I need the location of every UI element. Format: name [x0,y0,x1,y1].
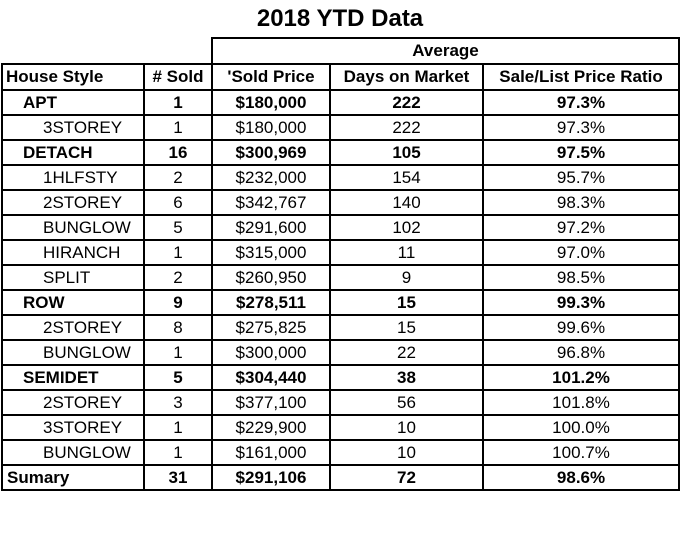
table-row [2,440,679,465]
cell-sale-list-ratio: 100.7% [483,440,679,465]
table-row [2,365,679,390]
cell-sold: 2 [144,165,212,190]
cell-house-style: SEMIDET [2,365,144,390]
table-row [2,340,679,365]
table-row [2,240,679,265]
page-title: 2018 YTD Data [256,5,424,32]
cell-house-style: 2STOREY [2,390,144,415]
average-group-header: Average [212,38,679,64]
cell-house-style: APT [2,90,144,115]
cell-house-style: ROW [2,290,144,315]
cell-sold: 2 [144,265,212,290]
column-header-days-on-market: Days on Market [330,64,483,90]
cell-sale-list-ratio: 100.0% [483,415,679,440]
table-row [2,415,679,440]
column-header-sold: # Sold [144,64,212,90]
cell-house-style: 3STOREY [2,415,144,440]
cell-sale-list-ratio: 101.8% [483,390,679,415]
cell-days-on-market: 222 [330,115,483,140]
cell-days-on-market: 56 [330,390,483,415]
table-row [2,265,679,290]
cell-days-on-market: 15 [330,315,483,340]
cell-sale-list-ratio: 98.6% [483,465,679,490]
cell-sold: 5 [144,215,212,240]
table-row [2,115,679,140]
column-header-sold-price: 'Sold Price [212,64,330,90]
cell-sold-price: $275,825 [212,315,330,340]
cell-days-on-market: 105 [330,140,483,165]
cell-house-style: 1HLFSTY [2,165,144,190]
cell-days-on-market: 9 [330,265,483,290]
table-row [2,390,679,415]
cell-house-style: 2STOREY [2,315,144,340]
cell-house-style: HIRANCH [2,240,144,265]
cell-sold-price: $161,000 [212,440,330,465]
cell-sold: 8 [144,315,212,340]
cell-sale-list-ratio: 97.2% [483,215,679,240]
cell-sold-price: $232,000 [212,165,330,190]
ytd-data-table [1,37,680,491]
cell-sold-price: $300,969 [212,140,330,165]
cell-sold-price: $304,440 [212,365,330,390]
column-header-house-style: House Style [2,64,144,90]
cell-sold: 9 [144,290,212,315]
cell-sold-price: $300,000 [212,340,330,365]
cell-sold-price: $180,000 [212,90,330,115]
column-header-sale-list-ratio: Sale/List Price Ratio [483,64,679,90]
cell-sold: 1 [144,115,212,140]
table-row [2,190,679,215]
table-row [2,215,679,240]
cell-house-style: BUNGLOW [2,340,144,365]
cell-days-on-market: 102 [330,215,483,240]
table-row [2,165,679,190]
table-row [2,315,679,340]
cell-house-style: BUNGLOW [2,215,144,240]
table-row [2,140,679,165]
cell-sale-list-ratio: 97.5% [483,140,679,165]
group-header-row [2,38,679,64]
cell-sale-list-ratio: 98.5% [483,265,679,290]
cell-days-on-market: 15 [330,290,483,315]
cell-sold: 1 [144,440,212,465]
cell-sold-price: $278,511 [212,290,330,315]
cell-days-on-market: 222 [330,90,483,115]
cell-sale-list-ratio: 99.6% [483,315,679,340]
cell-sold: 1 [144,240,212,265]
cell-house-style: 2STOREY [2,190,144,215]
cell-sold: 1 [144,415,212,440]
cell-days-on-market: 140 [330,190,483,215]
cell-sold: 31 [144,465,212,490]
cell-sold-price: $342,767 [212,190,330,215]
cell-sale-list-ratio: 98.3% [483,190,679,215]
cell-sold: 5 [144,365,212,390]
cell-days-on-market: 10 [330,415,483,440]
cell-days-on-market: 38 [330,365,483,390]
cell-house-style: DETACH [2,140,144,165]
cell-days-on-market: 72 [330,465,483,490]
cell-sale-list-ratio: 95.7% [483,165,679,190]
cell-house-style: Sumary [2,465,144,490]
cell-sold: 16 [144,140,212,165]
cell-sale-list-ratio: 97.3% [483,90,679,115]
cell-days-on-market: 11 [330,240,483,265]
cell-sale-list-ratio: 99.3% [483,290,679,315]
cell-house-style: SPLIT [2,265,144,290]
table-row [2,290,679,315]
cell-sale-list-ratio: 96.8% [483,340,679,365]
cell-sold-price: $260,950 [212,265,330,290]
cell-sold: 3 [144,390,212,415]
cell-days-on-market: 22 [330,340,483,365]
blank-header-cell [2,38,212,64]
cell-sold: 6 [144,190,212,215]
cell-sold-price: $291,106 [212,465,330,490]
cell-sold-price: $377,100 [212,390,330,415]
cell-sold: 1 [144,340,212,365]
cell-sold-price: $229,900 [212,415,330,440]
cell-house-style: BUNGLOW [2,440,144,465]
table-row [2,465,679,490]
cell-days-on-market: 154 [330,165,483,190]
column-header-row [2,64,679,90]
cell-sale-list-ratio: 101.2% [483,365,679,390]
table-row [2,90,679,115]
cell-days-on-market: 10 [330,440,483,465]
cell-sold: 1 [144,90,212,115]
cell-sale-list-ratio: 97.3% [483,115,679,140]
cell-house-style: 3STOREY [2,115,144,140]
cell-sold-price: $315,000 [212,240,330,265]
cell-sold-price: $180,000 [212,115,330,140]
cell-sale-list-ratio: 97.0% [483,240,679,265]
table-body [2,90,679,490]
cell-sold-price: $291,600 [212,215,330,240]
